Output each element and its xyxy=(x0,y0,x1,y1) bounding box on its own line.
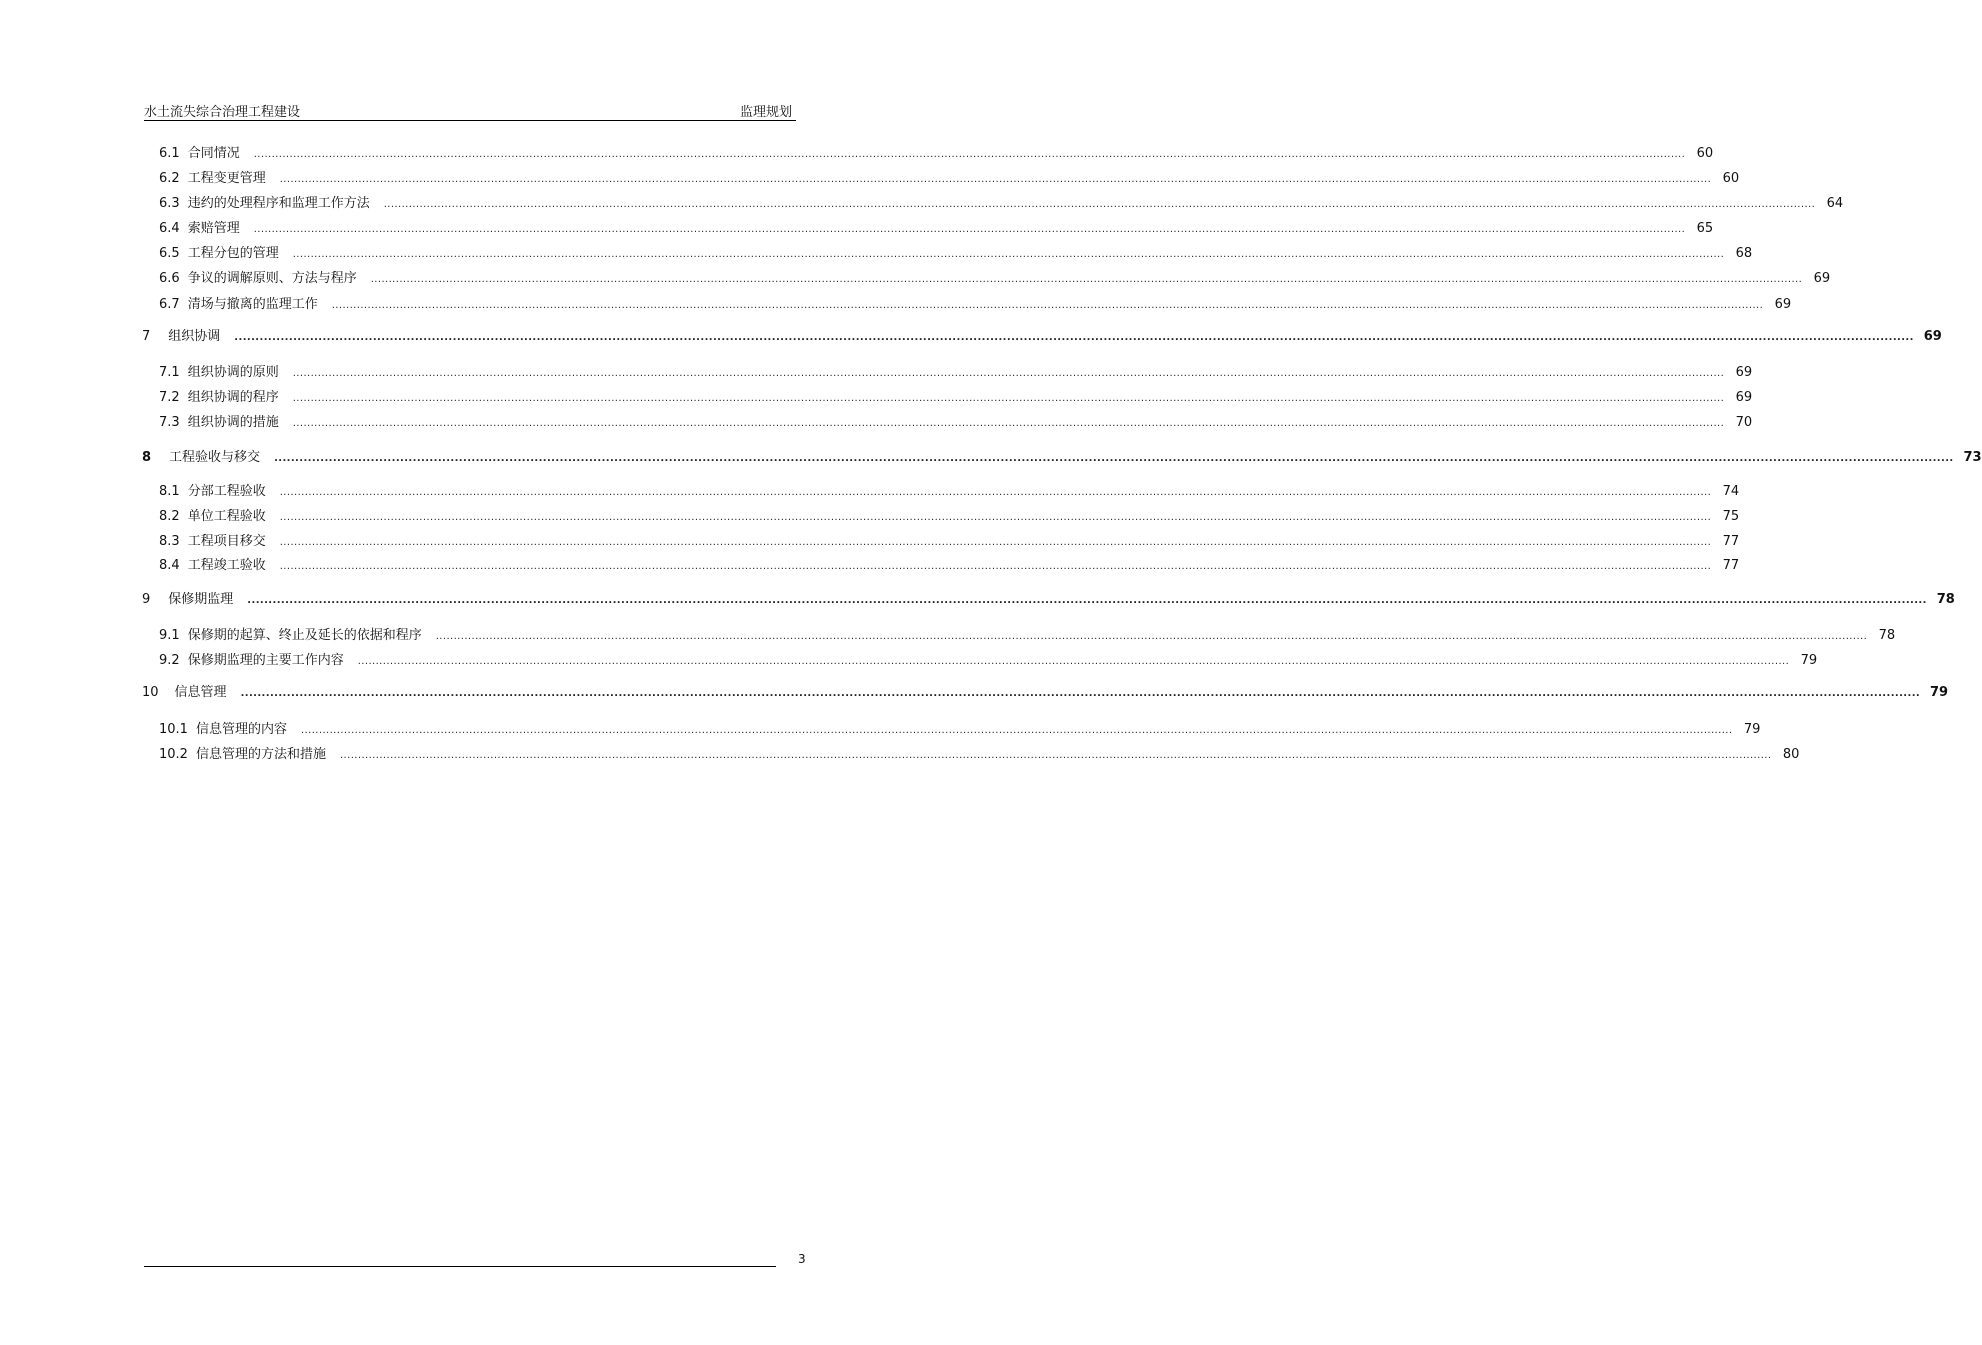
toc-section-entry[interactable] xyxy=(159,508,1740,526)
toc-entry-number: 8.3 xyxy=(159,534,180,549)
toc-entry-title: 单位工程验收 xyxy=(187,509,266,524)
toc-entry-number: 8.1 xyxy=(159,484,180,499)
toc-entry-page: 77 xyxy=(1722,558,1740,573)
toc-entry-title: 合同情况 xyxy=(187,146,240,161)
toc-section-entry[interactable] xyxy=(159,364,1753,382)
toc-entry-title: 工程变更管理 xyxy=(187,171,266,186)
toc-section-entry[interactable] xyxy=(159,533,1740,551)
toc-entry-number: 8.2 xyxy=(159,509,180,524)
toc-section-entry[interactable] xyxy=(159,746,1800,764)
toc-entry-number: 7 xyxy=(142,329,151,344)
header-rule xyxy=(144,120,796,121)
toc-entry-page: 60 xyxy=(1696,146,1714,161)
toc-section-entry[interactable] xyxy=(159,627,1896,645)
dot-leader: ................................................................................................................................................................................................................................................................................................................................................................................................................ xyxy=(247,595,1927,606)
toc-section-entry[interactable] xyxy=(159,195,1844,213)
toc-entry-page: 73 xyxy=(1963,450,1982,465)
toc-entry-page: 69 xyxy=(1813,271,1831,286)
toc-entry-page: 80 xyxy=(1782,747,1800,762)
dot-leader: ................................................................................................................................................................................................................................................................................................................................................................................................................ xyxy=(279,561,1712,572)
toc-section-entry[interactable] xyxy=(159,483,1740,501)
toc-entry-number: 8 xyxy=(142,450,152,465)
toc-section-entry[interactable] xyxy=(159,296,1792,314)
toc-entry-number: 7.1 xyxy=(159,365,180,380)
toc-section-entry[interactable] xyxy=(159,721,1761,739)
toc-entry-title: 工程竣工验收 xyxy=(187,558,266,573)
toc-entry-number: 9 xyxy=(142,592,151,607)
dot-leader: ................................................................................................................................................................................................................................................................................................................................................................................................................ xyxy=(383,199,1816,210)
toc-entry-page: 69 xyxy=(1735,390,1753,405)
toc-entry-title: 工程分包的管理 xyxy=(187,246,279,261)
toc-chapter-entry[interactable] xyxy=(142,328,1942,346)
toc-entry-title: 索赔管理 xyxy=(187,221,240,236)
toc-entry-title: 工程验收与移交 xyxy=(169,450,261,465)
toc-entry-page: 77 xyxy=(1722,534,1740,549)
dot-leader: ................................................................................................................................................................................................................................................................................................................................................................................................................ xyxy=(279,487,1712,498)
toc-section-entry[interactable] xyxy=(159,652,1818,670)
toc-entry-number: 6.6 xyxy=(159,271,180,286)
toc-entry-page: 69 xyxy=(1923,329,1942,344)
toc-entry-title: 清场与撤离的监理工作 xyxy=(187,297,318,312)
toc-entry-page: 64 xyxy=(1826,196,1844,211)
dot-leader: ................................................................................................................................................................................................................................................................................................................................................................................................................ xyxy=(370,274,1803,285)
toc-entry-page: 69 xyxy=(1774,297,1792,312)
toc-entry-title: 组织协调的措施 xyxy=(187,415,279,430)
toc-section-entry[interactable] xyxy=(159,389,1753,407)
toc-entry-page: 60 xyxy=(1722,171,1740,186)
toc-entry-title: 信息管理的内容 xyxy=(195,722,287,737)
toc-section-entry[interactable] xyxy=(159,557,1740,575)
toc-entry-number: 9.2 xyxy=(159,653,180,668)
dot-leader: ................................................................................................................................................................................................................................................................................................................................................................................................................ xyxy=(292,249,1725,260)
toc-entry-number: 10.2 xyxy=(159,747,188,762)
dot-leader: ................................................................................................................................................................................................................................................................................................................................................................................................................ xyxy=(253,149,1686,160)
toc-entry-title: 分部工程验收 xyxy=(187,484,266,499)
toc-entry-page: 68 xyxy=(1735,246,1753,261)
toc-entry-page: 79 xyxy=(1930,685,1949,700)
toc-entry-number: 6.5 xyxy=(159,246,180,261)
toc-entry-page: 78 xyxy=(1936,592,1955,607)
dot-leader: ................................................................................................................................................................................................................................................................................................................................................................................................................ xyxy=(331,300,1764,311)
toc-entry-number: 7.3 xyxy=(159,415,180,430)
toc-section-entry[interactable] xyxy=(159,220,1714,238)
running-header-title: 水土流失综合治理工程建设 xyxy=(144,105,301,120)
toc-entry-page: 74 xyxy=(1722,484,1740,499)
toc-entry-number: 6.3 xyxy=(159,196,180,211)
dot-leader: ................................................................................................................................................................................................................................................................................................................................................................................................................ xyxy=(279,174,1712,185)
toc-entry-number: 8.4 xyxy=(159,558,180,573)
toc-section-entry[interactable] xyxy=(159,270,1831,288)
dot-leader: ................................................................................................................................................................................................................................................................................................................................................................................................................ xyxy=(253,224,1686,235)
toc-entry-title: 组织协调 xyxy=(168,329,221,344)
dot-leader: ................................................................................................................................................................................................................................................................................................................................................................................................................ xyxy=(292,393,1725,404)
dot-leader: ................................................................................................................................................................................................................................................................................................................................................................................................................ xyxy=(274,453,1954,464)
toc-entry-title: 信息管理的方法和措施 xyxy=(195,747,326,762)
dot-leader: ................................................................................................................................................................................................................................................................................................................................................................................................................ xyxy=(357,656,1790,667)
toc-entry-page: 79 xyxy=(1800,653,1818,668)
toc-entry-title: 保修期监理的主要工作内容 xyxy=(187,653,344,668)
toc-entry-page: 78 xyxy=(1878,628,1896,643)
toc-chapter-entry[interactable] xyxy=(142,591,1955,609)
dot-leader: ................................................................................................................................................................................................................................................................................................................................................................................................................ xyxy=(435,631,1868,642)
toc-entry-number: 7.2 xyxy=(159,390,180,405)
toc-entry-title: 信息管理 xyxy=(174,685,227,700)
toc-entry-number: 6.4 xyxy=(159,221,180,236)
toc-entry-title: 违约的处理程序和监理工作方法 xyxy=(187,196,370,211)
toc-entry-title: 争议的调解原则、方法与程序 xyxy=(187,271,357,286)
dot-leader: ................................................................................................................................................................................................................................................................................................................................................................................................................ xyxy=(292,368,1725,379)
toc-entry-title: 组织协调的原则 xyxy=(187,365,279,380)
dot-leader: ................................................................................................................................................................................................................................................................................................................................................................................................................ xyxy=(234,332,1914,343)
toc-entry-page: 70 xyxy=(1735,415,1753,430)
toc-entry-number: 10 xyxy=(142,685,159,700)
dot-leader: ................................................................................................................................................................................................................................................................................................................................................................................................................ xyxy=(240,688,1921,699)
toc-entry-page: 65 xyxy=(1696,221,1714,236)
toc-entry-title: 组织协调的程序 xyxy=(187,390,279,405)
page-number: 3 xyxy=(798,1252,806,1266)
toc-chapter-entry[interactable] xyxy=(142,684,1949,702)
toc-section-entry[interactable] xyxy=(159,145,1714,163)
toc-entry-page: 69 xyxy=(1735,365,1753,380)
toc-entry-title: 保修期的起算、终止及延长的依据和程序 xyxy=(187,628,422,643)
dot-leader: ................................................................................................................................................................................................................................................................................................................................................................................................................ xyxy=(339,750,1772,761)
toc-chapter-entry[interactable] xyxy=(142,449,1982,467)
running-header-section: 监理规划 xyxy=(739,105,792,120)
dot-leader: ................................................................................................................................................................................................................................................................................................................................................................................................................ xyxy=(279,537,1712,548)
toc-section-entry[interactable] xyxy=(159,414,1753,432)
toc-entry-number: 6.2 xyxy=(159,171,180,186)
dot-leader: ................................................................................................................................................................................................................................................................................................................................................................................................................ xyxy=(292,418,1725,429)
toc-entry-number: 9.1 xyxy=(159,628,180,643)
dot-leader: ................................................................................................................................................................................................................................................................................................................................................................................................................ xyxy=(279,512,1712,523)
dot-leader: ................................................................................................................................................................................................................................................................................................................................................................................................................ xyxy=(300,725,1733,736)
toc-entry-title: 工程项目移交 xyxy=(187,534,266,549)
toc-section-entry[interactable] xyxy=(159,170,1740,188)
toc-entry-page: 75 xyxy=(1722,509,1740,524)
toc-entry-page: 79 xyxy=(1743,722,1761,737)
toc-section-entry[interactable] xyxy=(159,245,1753,263)
toc-entry-number: 6.1 xyxy=(159,146,180,161)
footer-rule xyxy=(144,1266,776,1267)
toc-entry-number: 10.1 xyxy=(159,722,188,737)
toc-entry-number: 6.7 xyxy=(159,297,180,312)
toc-entry-title: 保修期监理 xyxy=(168,592,234,607)
